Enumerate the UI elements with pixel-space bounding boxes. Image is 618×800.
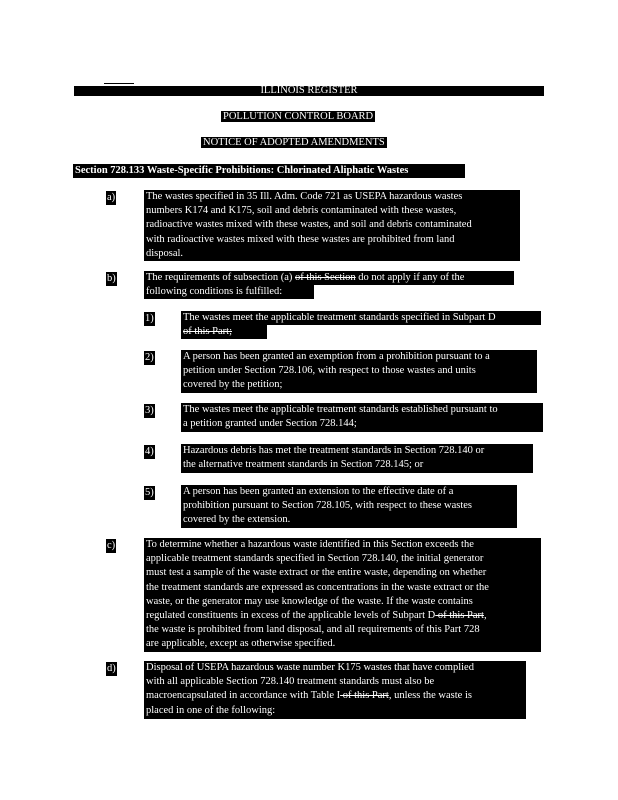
- para-d-line-1: Disposal of USEPA hazardous waste number K175 wastes that have complied: [146, 662, 474, 673]
- item-4-text: [181, 444, 533, 473]
- section-title: Section 728.133 Waste-Specific Prohibitions: Chlorinated Aliphatic Wastes: [73, 164, 465, 178]
- item-4-label: 4): [145, 446, 154, 457]
- para-d-line-3-post: , unless the waste is: [388, 690, 472, 702]
- item-5-label: 5): [145, 487, 154, 498]
- item-4-line-2: the alternative treatment standards in Section 728.145; or: [183, 459, 424, 471]
- para-d-line-2: with all applicable Section 728.140 treatment standards must also be: [146, 676, 435, 688]
- para-b-label: b): [107, 273, 116, 284]
- para-a-line-3: radioactive wastes mixed with these wastes, and soil and debris contaminated: [146, 219, 472, 231]
- item-3-line-2: a petition granted under Section 728.144;: [183, 418, 357, 430]
- para-a-line-1: The wastes specified in 35 Ill. Adm. Code 721 as USEPA hazardous wastes: [146, 191, 463, 202]
- item-3-text: [181, 403, 543, 432]
- item-1-line-1: The wastes meet the applicable treatment standards specified in Subpart D: [181, 311, 541, 325]
- item-1-label: 1): [145, 313, 154, 324]
- item-3-line-1: The wastes meet the applicable treatment standards established pursuant to: [183, 404, 498, 415]
- header-notice-text: NOTICE OF ADOPTED AMENDMENTS: [203, 137, 385, 148]
- para-d-line-3-pre: macroencapsulated in accordance with Table I: [146, 690, 341, 702]
- item-2-text: [181, 350, 537, 393]
- item-2-line-1: A person has been granted an exemption from a prohibition pursuant to a: [183, 351, 490, 362]
- para-d-line-3-strike: of this Part: [340, 690, 389, 702]
- para-c-line-4: the treatment standards are expressed as concentrations in the waste extract or the: [146, 581, 489, 593]
- item-1-strike: of this Part;: [183, 326, 232, 337]
- header-register: ILLINOIS REGISTER: [260, 85, 358, 96]
- para-c-line-8: are applicable, except as otherwise specified.: [146, 638, 336, 650]
- para-c-line-1: To determine whether a hazardous waste identified in this Section exceeds the: [146, 539, 474, 550]
- para-b-line-2: following conditions is fulfilled:: [144, 285, 314, 299]
- para-b-post: do not apply if any of the: [355, 272, 465, 283]
- para-a-line-2: numbers K174 and K175, soil and debris contaminated with these wastes,: [146, 205, 457, 217]
- header-notice: [201, 136, 387, 150]
- para-b-line-1: [144, 271, 514, 285]
- item-5-line-2: prohibition pursuant to Section 728.105, with respect to these wastes: [183, 500, 472, 512]
- para-c-line-6-strike: of this Part: [435, 610, 484, 622]
- item-4-line-1: Hazardous debris has met the treatment standards in Section 728.140 or: [183, 445, 485, 456]
- item-2-label: 2): [145, 352, 154, 363]
- para-c-line-6: [146, 609, 539, 623]
- para-c-line-7: the waste is prohibited from land disposal, and all requirements of this Part 728: [146, 624, 480, 636]
- para-d-line-4: placed in one of the following:: [146, 704, 276, 716]
- para-a-line-5: disposal.: [146, 247, 184, 259]
- para-b-strike: of this Section: [295, 272, 356, 283]
- para-d-text: [144, 661, 526, 719]
- item-5-text: [181, 485, 517, 528]
- header-board-text: POLLUTION CONTROL BOARD: [223, 111, 374, 122]
- para-c-line-6-pre: regulated constituents in excess of the applicable levels of Subpart D: [146, 610, 436, 622]
- para-a-text: [144, 190, 520, 261]
- para-b-pre: The requirements of subsection (a): [146, 272, 295, 283]
- item-2-line-3: covered by the petition;: [183, 379, 283, 391]
- item-5-line-3: covered by the extension.: [183, 514, 291, 526]
- para-c-label: c): [107, 540, 116, 551]
- header-board: [221, 110, 375, 124]
- item-2-line-2: petition under Section 728.106, with respect to those wastes and units: [183, 365, 476, 377]
- item-5-line-1: A person has been granted an extension to the effective date of a: [183, 486, 454, 497]
- para-c-text: [144, 538, 541, 652]
- para-c-line-6-post: ,: [483, 610, 487, 622]
- item-1-line-2: [181, 325, 267, 339]
- item-3-label: 3): [145, 405, 154, 416]
- para-d-label: d): [107, 663, 116, 674]
- para-d-line-3: [146, 689, 524, 703]
- para-c-line-5: waste, or the generator may use knowledge of the waste. If the waste contains: [146, 595, 473, 607]
- para-c-line-2: applicable treatment standards specified in Section 728.140, the initial generator: [146, 553, 484, 565]
- para-a-line-4: with radioactive wastes mixed with these wastes are prohibited from land: [146, 233, 455, 245]
- para-a-label: a): [107, 192, 116, 203]
- para-c-line-3: must test a sample of the waste extract or the entire waste, depending on whether: [146, 567, 487, 579]
